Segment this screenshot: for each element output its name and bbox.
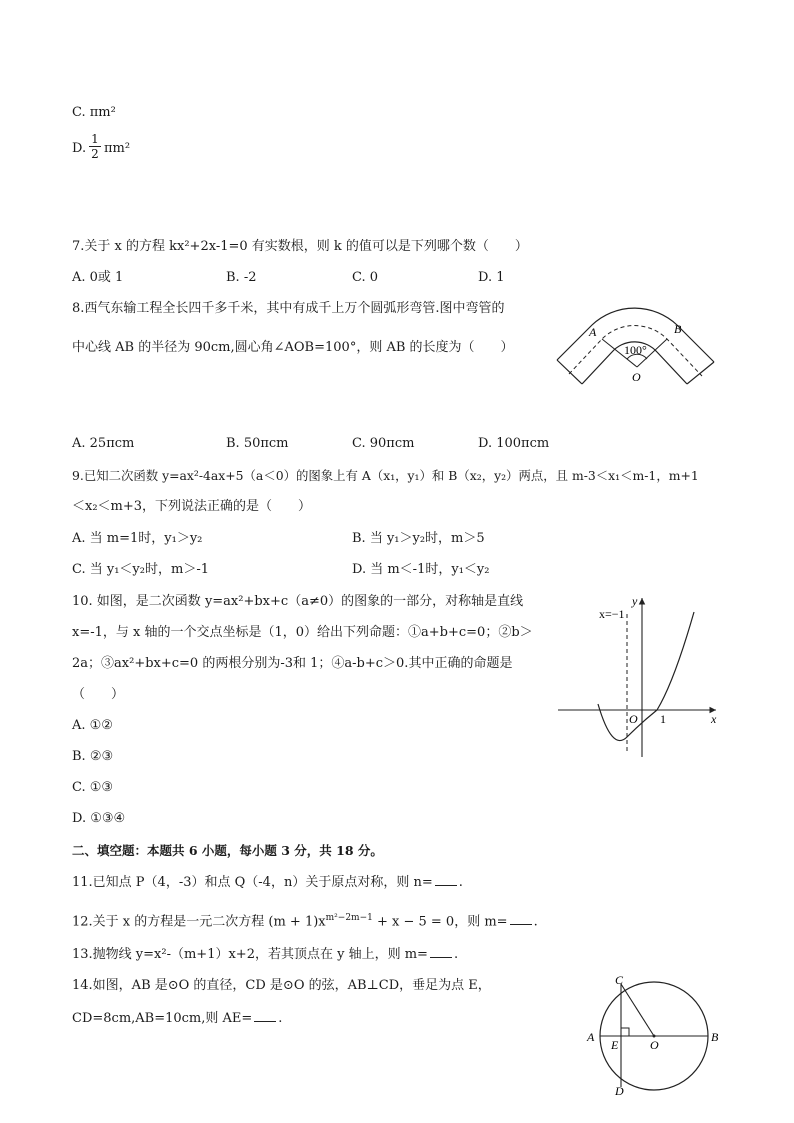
q10-stem-line3: 2a；③ax²+bx+c=0 的两根分别为-3和 1；④a-b+c＞0.其中正确的命题是 (72, 656, 513, 671)
q6-option-d-prefix: D. (72, 141, 87, 156)
q14-end: . (278, 1011, 283, 1026)
q6-option-c: C. πm² (72, 105, 116, 120)
q10-option-a: A. ①② (72, 718, 113, 733)
q7-stem: 7.关于 x 的方程 kx²+2x-1=0 有实数根，则 k 的值可以是下列哪个数（ ） (72, 239, 528, 254)
label-angle: 100° (624, 343, 647, 357)
label-b: B (711, 1030, 719, 1044)
q10-stem-line2: x=-1，与 x 轴的一个交点坐标是（1，0）给出下列命题：①a+b+c=0；②b＞ (72, 625, 533, 640)
q10-option-c: C. ①③ (72, 780, 114, 795)
q7-option-d: D. 1 (478, 270, 505, 285)
q7-option-b: B. -2 (226, 270, 257, 285)
label-d: D (615, 1084, 624, 1098)
q11-end: . (458, 875, 463, 890)
q8-stem-line2: 中心线 AB 的半径为 90cm,圆心角∠AOB=100°，则 AB 的长度为（ ） (72, 340, 514, 355)
q9-option-b: B. 当 y₁＞y₂时，m＞5 (352, 531, 485, 546)
q12-end: . (533, 914, 538, 930)
q12 (72, 909, 538, 931)
pipe-end-left (557, 360, 582, 384)
q6-option-d-suffix: πm² (104, 141, 131, 156)
label-symmetry: x=−1 (599, 607, 625, 621)
q14-stem-line1: 14.如图，AB 是⊙O 的直径，CD 是⊙O 的弦，AB⊥CD，垂足为点 E， (72, 978, 491, 993)
label-a: A (587, 1030, 595, 1044)
parabola-figure (556, 592, 726, 762)
q8-option-a: A. 25πcm (72, 436, 135, 451)
q7-option-c: C. 0 (352, 270, 379, 285)
label-a: A (589, 325, 597, 339)
q10-option-b: B. ②③ (72, 749, 114, 764)
q8-stem-line1: 8.西气东输工程全长四千多千米，其中有成千上万个圆弧形弯管.图中弯管的 (72, 301, 505, 316)
q8-option-c: C. 90πcm (352, 436, 415, 451)
q14-answer-blank[interactable] (254, 1009, 276, 1022)
q14-text: CD=8cm,AB=10cm,则 AE= (72, 1011, 253, 1026)
q13-answer-blank[interactable] (430, 945, 452, 958)
q14-stem-line2 (72, 1009, 282, 1028)
label-x: x (711, 712, 717, 726)
parabola-curve (598, 612, 694, 741)
q11 (72, 873, 463, 892)
q6-option-d-fraction (89, 132, 101, 161)
q10-option-d: D. ①③④ (72, 811, 126, 826)
q8-option-d: D. 100πcm (478, 436, 550, 451)
q12-text-mid: + x − 5 = 0，则 m= (372, 914, 508, 930)
q13 (72, 945, 458, 964)
q7-option-a: A. 0或 1 (72, 270, 124, 285)
label-o: O (650, 1038, 659, 1052)
q9-stem-line1: 9.已知二次函数 y=ax²-4ax+5（a＜0）的图象上有 A（x₁，y₁）和 B（x₂，y₂）两点，且 m-3＜x₁＜m-1，m+1 (72, 468, 699, 483)
q8-option-b: B. 50πcm (226, 436, 289, 451)
q6-option-d (72, 140, 86, 158)
label-b: B (674, 322, 682, 336)
q10-stem-line1: 10. 如图，是二次函数 y=ax²+bx+c（a≠0）的图象的一部分，对称轴是直线 (72, 594, 524, 609)
circle-chord-figure (580, 974, 730, 1099)
q12-answer-blank[interactable] (510, 912, 532, 925)
q11-text: 11.已知点 P（4，-3）和点 Q（-4，n）关于原点对称，则 n= (72, 875, 433, 890)
q12-text: 12.关于 x 的方程是一元二次方程 (m + 1)x (72, 914, 326, 930)
label-origin: O (629, 712, 638, 726)
fraction-numerator: 1 (89, 132, 101, 147)
section-heading-fill-in: 二、填空题：本题共 6 小题，每小题 3 分，共 18 分。 (72, 843, 383, 858)
q10-stem-line4: （ ） (72, 687, 125, 702)
label-o: O (632, 370, 641, 384)
label-one: 1 (660, 712, 666, 726)
label-e: E (611, 1038, 619, 1052)
q9-stem-line2: ＜x₂＜m+3，下列说法正确的是（ ） (72, 499, 312, 514)
q11-answer-blank[interactable] (435, 873, 457, 886)
label-y: y (632, 594, 638, 608)
right-angle-mark (621, 1028, 629, 1036)
label-c: C (615, 973, 624, 987)
q9-option-a: A. 当 m=1时，y₁＞y₂ (72, 531, 203, 546)
q13-end: . (453, 947, 459, 962)
pipe-end-right (687, 362, 714, 384)
q9-option-c: C. 当 y₁＜y₂时，m＞-1 (72, 562, 209, 577)
q9-option-d: D. 当 m＜-1时，y₁＜y₂ (352, 562, 490, 577)
fraction-denominator: 2 (91, 147, 99, 161)
bent-pipe-figure (552, 292, 722, 392)
q12-exponent: m²−2m−1 (325, 913, 373, 923)
q13-text: 13.抛物线 y=x²-（m+1）x+2，若其顶点在 y 轴上，则 m= (72, 947, 428, 962)
